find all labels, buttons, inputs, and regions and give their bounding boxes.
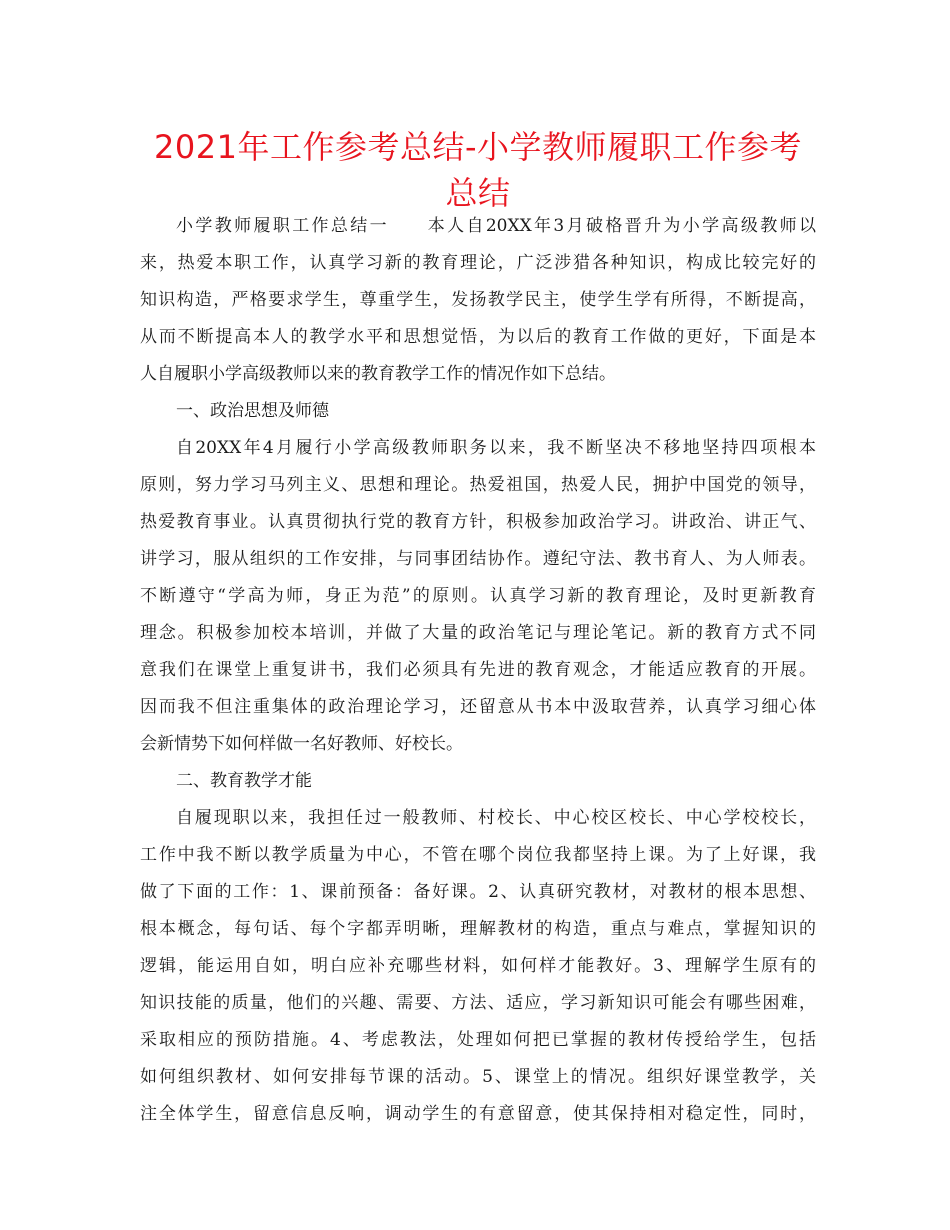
paragraph-line: 注全体学生，留意信息反响，调动学生的有意留意，使其保持相对稳定性，同时，: [140, 1104, 816, 1124]
paragraph-line: 做了下面的工作：1、课前预备：备好课。2、认真研究教材，对教材的根本思想、: [140, 882, 816, 902]
paragraph-line: 不断遵守“学高为师，身正为范”的原则。认真学习新的教育理论，及时更新教育: [140, 586, 816, 606]
paragraph-line: 意我们在课堂上重复讲书，我们必须具有先进的教育观念，才能适应教育的开展。: [140, 660, 816, 680]
paragraph-line: 理念。积极参加校本培训，并做了大量的政治笔记与理论笔记。新的教育方式不同: [140, 623, 816, 643]
paragraph-line: 自履现职以来，我担任过一般教师、村校长、中心校区校长、中心学校校长，: [176, 808, 816, 828]
document-title: 2021年工作参考总结-小学教师履职工作参考总结: [154, 128, 802, 212]
paragraph-line: 讲学习，服从组织的工作安排，与同事团结协作。遵纪守法、教书育人、为人师表。: [140, 549, 816, 569]
document-body: [140, 208, 816, 1133]
paragraph-line: 从而不断提高本人的教学水平和思想觉悟，为以后的教育工作做的更好，下面是本: [140, 327, 816, 347]
paragraph-line: 知识构造，严格要求学生，尊重学生，发扬教学民主，使学生学有所得，不断提高，: [140, 290, 816, 310]
paragraph-line: 原则，努力学习马列主义、思想和理论。热爱祖国，热爱人民，拥护中国党的领导，: [140, 475, 816, 495]
paragraph-line: 会新情势下如何样做一名好教师、好校长。: [140, 734, 463, 754]
paragraph-line: 工作中我不断以教学质量为中心，不管在哪个岗位我都坚持上课。为了上好课，我: [140, 845, 816, 865]
paragraph-line: 人自履职小学高级教师以来的教育教学工作的情况作如下总结。: [140, 364, 616, 384]
paragraph-line: 如何组织教材、如何安排每节课的活动。5、课堂上的情况。组织好课堂教学，关: [140, 1067, 816, 1087]
paragraph-line: 因而我不但注重集体的政治理论学习，还留意从书本中汲取营养，认真学习细心体: [140, 697, 816, 717]
section-heading: 二、教育教学才能: [176, 771, 312, 791]
paragraph-line: 热爱教育事业。认真贯彻执行党的教育方针，积极参加政治学习。讲政治、讲正气、: [140, 512, 816, 532]
paragraph-line: 知识技能的质量，他们的兴趣、需要、方法、适应，学习新知识可能会有哪些困难，: [140, 993, 816, 1013]
paragraph-line: 根本概念，每句话、每个字都弄明晰，理解教材的构造，重点与难点，掌握知识的: [140, 919, 816, 939]
paragraph-line: 逻辑，能运用自如，明白应补充哪些材料，如何样才能教好。3、理解学生原有的: [140, 956, 816, 976]
section-heading: 一、政治思想及师德: [176, 401, 329, 421]
paragraph-line: 采取相应的预防措施。4、考虑教法，处理如何把已掌握的教材传授给学生，包括: [140, 1030, 816, 1050]
paragraph-line: 来，热爱本职工作，认真学习新的教育理论，广泛涉猎各种知识，构成比较完好的: [140, 253, 816, 273]
paragraph-line: 自20XX年4月履行小学高级教师职务以来，我不断坚决不移地坚持四项根本: [176, 438, 816, 458]
paragraph-line: 小学教师履职工作总结一 本人自20XX年3月破格晋升为小学高级教师以: [176, 216, 816, 236]
